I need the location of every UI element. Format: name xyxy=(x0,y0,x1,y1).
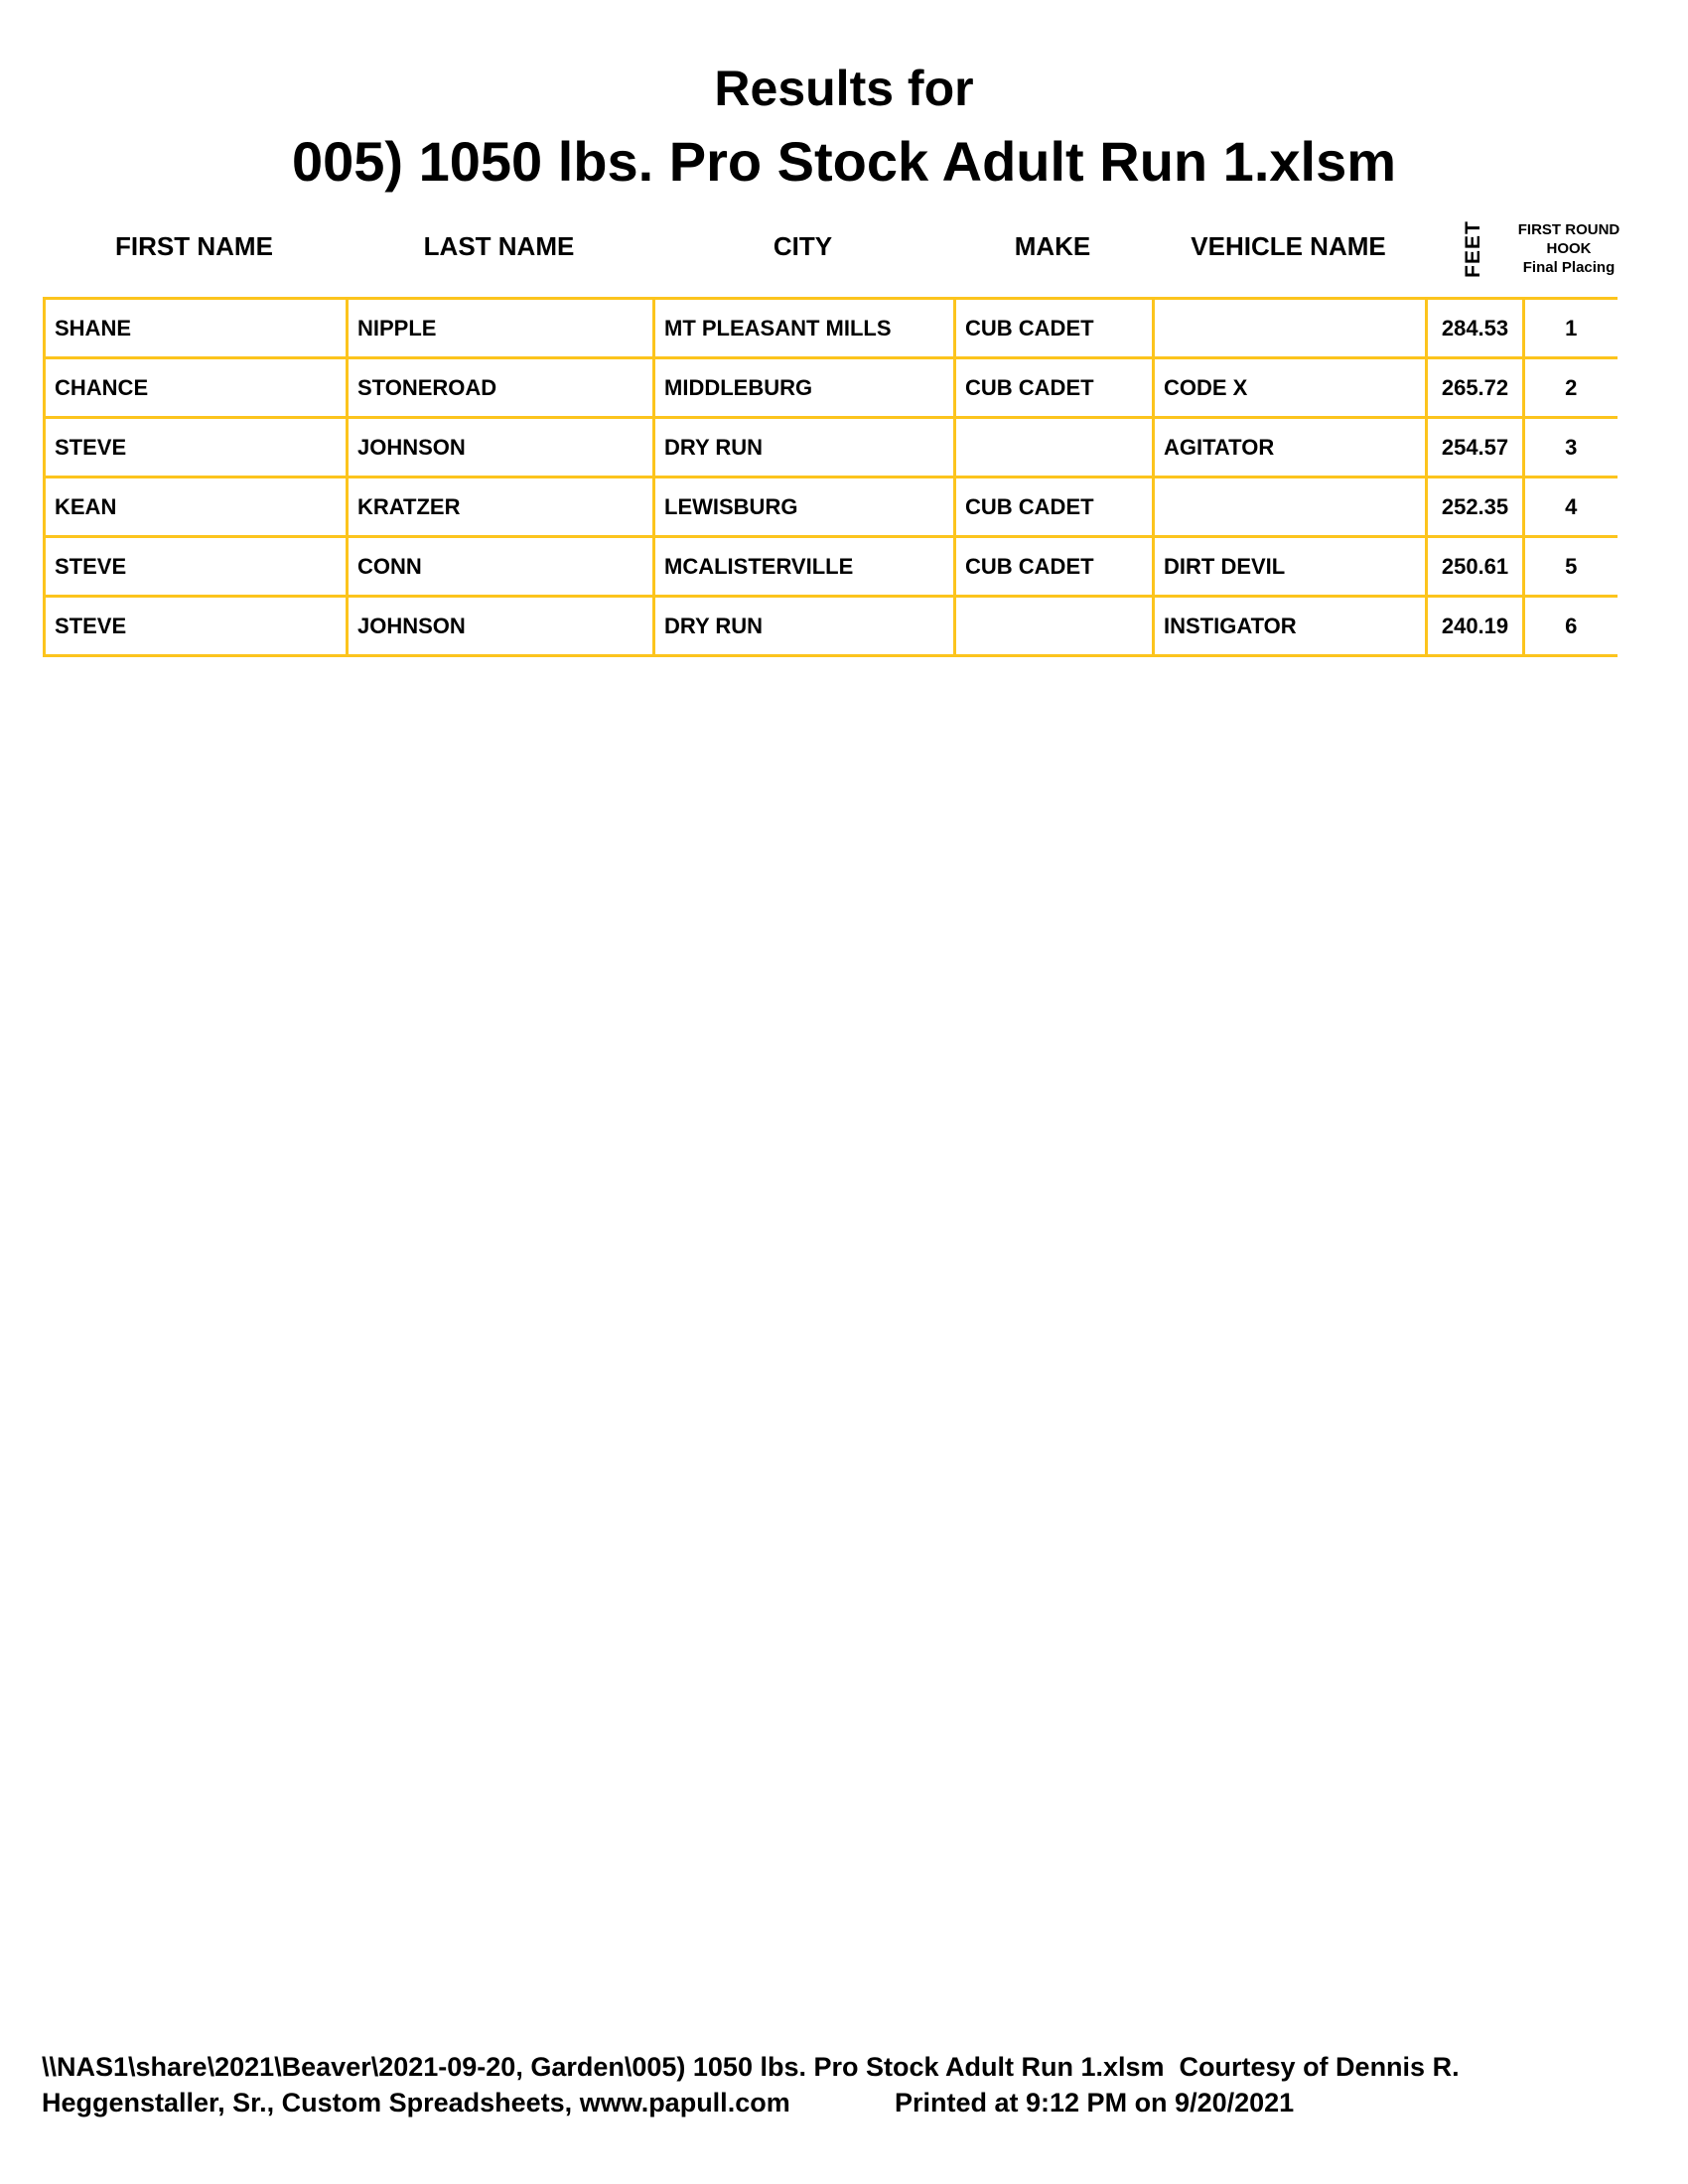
table-row xyxy=(45,478,1618,537)
cell-last-name: NIPPLE xyxy=(348,299,654,358)
cell-placing: 2 xyxy=(1524,358,1618,418)
cell-last-name: STONEROAD xyxy=(348,358,654,418)
cell-vehicle-name: DIRT DEVIL xyxy=(1154,537,1427,597)
column-header-city: CITY xyxy=(773,231,833,261)
column-header-feet xyxy=(1425,216,1522,282)
cell-first-name: STEVE xyxy=(45,537,348,597)
cell-first-name: STEVE xyxy=(45,597,348,656)
cell-city: DRY RUN xyxy=(654,418,955,478)
cell-feet: 254.57 xyxy=(1427,418,1524,478)
cell-make: CUB CADET xyxy=(955,537,1154,597)
cell-first-name: KEAN xyxy=(45,478,348,537)
cell-feet: 240.19 xyxy=(1427,597,1524,656)
placing-header-line3: Final Placing xyxy=(1522,259,1616,276)
table-row xyxy=(45,358,1618,418)
cell-first-name: STEVE xyxy=(45,418,348,478)
column-header-placing xyxy=(1510,220,1627,277)
column-header-make: MAKE xyxy=(1014,231,1091,261)
cell-placing: 6 xyxy=(1524,597,1618,656)
cell-make xyxy=(955,418,1154,478)
cell-feet: 252.35 xyxy=(1427,478,1524,537)
footer-credit-line: Heggenstaller, Sr., Custom Spreadsheets, www.papull.com xyxy=(42,2088,790,2117)
cell-vehicle-name: CODE X xyxy=(1154,358,1427,418)
cell-feet: 265.72 xyxy=(1427,358,1524,418)
cell-city: MT PLEASANT MILLS xyxy=(654,299,955,358)
file-title: 005) 1050 lbs. Pro Stock Adult Run 1.xlsm xyxy=(291,130,1397,193)
results-table xyxy=(43,297,1618,657)
placing-header-line2: HOOK xyxy=(1546,240,1592,257)
cell-city: LEWISBURG xyxy=(654,478,955,537)
cell-city: DRY RUN xyxy=(654,597,955,656)
column-header-vehicle-name: VEHICLE NAME xyxy=(1191,231,1386,261)
cell-placing: 1 xyxy=(1524,299,1618,358)
footer-printed-timestamp: Printed at 9:12 PM on 9/20/2021 xyxy=(895,2088,1295,2117)
column-header-first-name: FIRST NAME xyxy=(115,231,273,261)
cell-first-name: CHANCE xyxy=(45,358,348,418)
cell-make: CUB CADET xyxy=(955,478,1154,537)
table-row xyxy=(45,418,1618,478)
cell-last-name: JOHNSON xyxy=(348,418,654,478)
table-row xyxy=(45,537,1618,597)
column-header-last-name: LAST NAME xyxy=(423,231,575,261)
cell-city: MCALISTERVILLE xyxy=(654,537,955,597)
cell-placing: 5 xyxy=(1524,537,1618,597)
cell-vehicle-name xyxy=(1154,299,1427,358)
table-row xyxy=(45,299,1618,358)
cell-first-name: SHANE xyxy=(45,299,348,358)
cell-last-name: CONN xyxy=(348,537,654,597)
cell-make: CUB CADET xyxy=(955,299,1154,358)
footer-path-line: \\NAS1\share\2021\Beaver\2021-09-20, Garden\005) 1050 lbs. Pro Stock Adult Run 1.xlsm Courtesy of Dennis R. xyxy=(42,2052,1460,2082)
cell-last-name: KRATZER xyxy=(348,478,654,537)
cell-make xyxy=(955,597,1154,656)
cell-vehicle-name: AGITATOR xyxy=(1154,418,1427,478)
cell-last-name: JOHNSON xyxy=(348,597,654,656)
cell-feet: 284.53 xyxy=(1427,299,1524,358)
table-row xyxy=(45,597,1618,656)
cell-placing: 3 xyxy=(1524,418,1618,478)
cell-feet: 250.61 xyxy=(1427,537,1524,597)
cell-city: MIDDLEBURG xyxy=(654,358,955,418)
cell-placing: 4 xyxy=(1524,478,1618,537)
feet-rotated-label: FEET xyxy=(1461,220,1484,278)
cell-vehicle-name xyxy=(1154,478,1427,537)
page-title: Results for xyxy=(714,61,974,116)
placing-header-line1: FIRST ROUND xyxy=(1517,221,1620,238)
cell-make: CUB CADET xyxy=(955,358,1154,418)
cell-vehicle-name: INSTIGATOR xyxy=(1154,597,1427,656)
